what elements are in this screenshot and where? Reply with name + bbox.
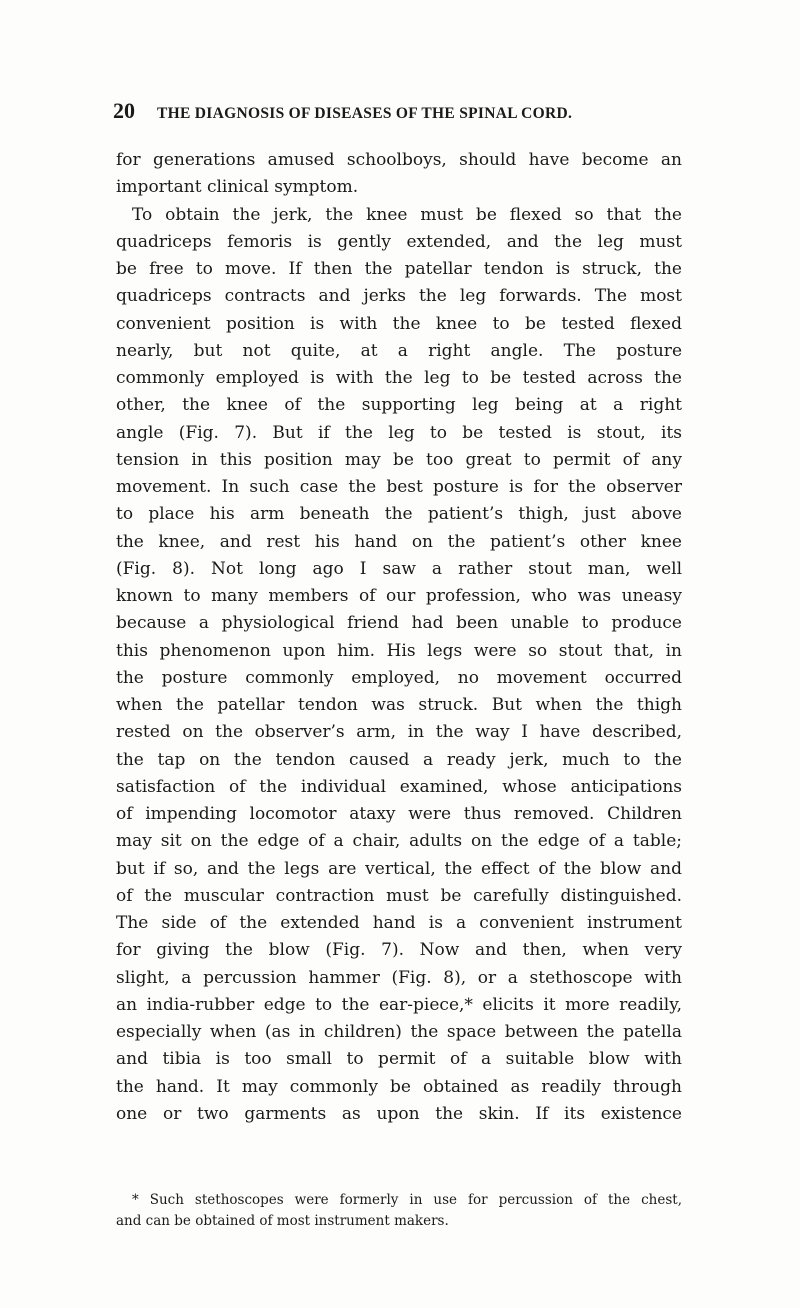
- text-line: to place his arm beneath the patient’s thigh, just above: [116, 504, 682, 525]
- text-line: rested on the observer’s arm, in the way I have described,: [116, 722, 682, 743]
- body-text: [116, 147, 682, 1128]
- text-line: but if so, and the legs are vertical, the effect of the blow and: [116, 858, 682, 879]
- text-line: (Fig. 8). Not long ago I saw a rather stout man, well: [116, 558, 682, 579]
- text-line: important clinical symptom.: [116, 177, 359, 198]
- footnote-line: and can be obtained of most instrument makers.: [116, 1213, 449, 1229]
- text-line: angle (Fig. 7). But if the leg to be tested is stout, its: [116, 422, 682, 443]
- text-line: an india-rubber edge to the ear-piece,* elicits it more readily,: [116, 994, 682, 1015]
- text-line: the posture commonly employed, no movement occurred: [116, 667, 682, 688]
- text-line: convenient position is with the knee to be tested flexed: [116, 313, 682, 334]
- text-line: other, the knee of the supporting leg being at a right: [116, 395, 682, 416]
- text-line: slight, a percussion hammer (Fig. 8), or a stethoscope with: [116, 967, 682, 988]
- text-line: quadriceps contracts and jerks the leg forwards. The most: [116, 286, 682, 307]
- text-line: may sit on the edge of a chair, adults on the edge of a table;: [116, 831, 682, 852]
- text-line: the tap on the tendon caused a ready jerk, much to the: [116, 749, 682, 770]
- text-line: for giving the blow (Fig. 7). Now and then, when very: [116, 940, 682, 961]
- text-line: movement. In such case the best posture is for the observer: [116, 477, 682, 497]
- text-line: of the muscular contraction must be carefully distinguished.: [116, 885, 682, 906]
- text-line: the knee, and rest his hand on the patient’s other knee: [116, 531, 682, 552]
- text-line: the hand. It may commonly be obtained as readily through: [116, 1076, 682, 1097]
- text-line: when the patellar tendon was struck. But when the thigh: [116, 695, 682, 715]
- text-line: this phenomenon upon him. His legs were so stout that, in: [116, 640, 682, 661]
- text-line: tension in this position may be too great to permit of any: [116, 449, 682, 470]
- text-line: quadriceps femoris is gently extended, and the leg must: [116, 231, 682, 252]
- text-line: one or two garments as upon the skin. If its existence: [116, 1103, 682, 1124]
- text-line: be free to move. If then the patellar tendon is struck, the: [116, 259, 682, 279]
- text-line: nearly, but not quite, at a right angle. The posture: [116, 340, 682, 361]
- text-line: satisfaction of the individual examined, whose anticipations: [116, 776, 682, 797]
- text-line: known to many members of our profession, who was uneasy: [116, 586, 682, 606]
- running-head-title: THE DIAGNOSIS OF DISEASES OF THE SPINAL CORD.: [157, 105, 573, 122]
- page-number: 20: [113, 98, 135, 123]
- text-line: commonly employed is with the leg to be tested across the: [116, 368, 682, 388]
- footnote-line: * Such stethoscopes were formerly in use for percussion of the chest,: [132, 1192, 682, 1208]
- text-line: and tibia is too small to permit of a suitable blow with: [116, 1049, 682, 1070]
- running-head: [113, 98, 693, 124]
- text-line: To obtain the jerk, the knee must be flexed so that the: [132, 204, 682, 225]
- text-line: of impending locomotor ataxy were thus removed. Children: [116, 804, 682, 824]
- footnote: [116, 1190, 682, 1232]
- text-line: especially when (as in children) the space between the patella: [116, 1022, 682, 1042]
- text-line: because a physiological friend had been unable to produce: [116, 613, 682, 634]
- text-line: The side of the extended hand is a convenient instrument: [116, 913, 682, 933]
- text-line: for generations amused schoolboys, should have become an: [116, 150, 682, 170]
